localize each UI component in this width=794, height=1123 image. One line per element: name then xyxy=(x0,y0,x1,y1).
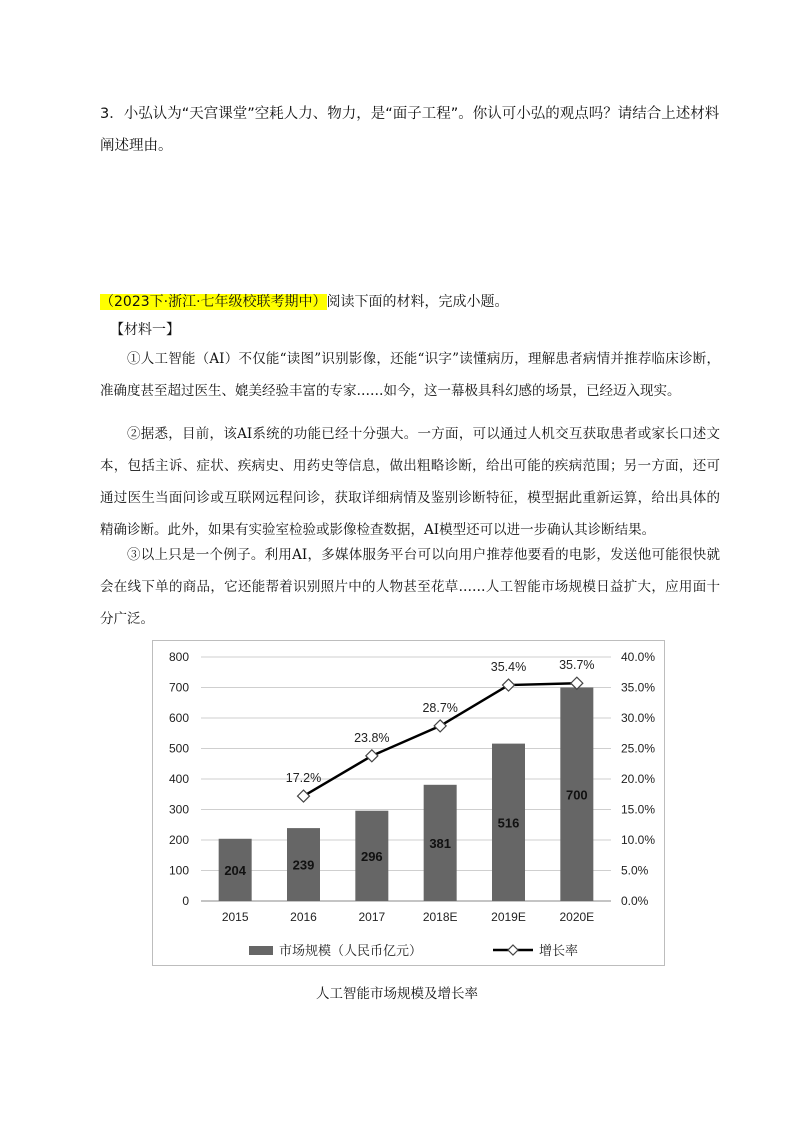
y-left-tick-label: 700 xyxy=(168,680,189,695)
y-right-tick-label: 10.0% xyxy=(621,833,656,847)
y-left-tick-label: 800 xyxy=(168,650,189,664)
bar-value-label: 204 xyxy=(224,862,247,878)
question-3 xyxy=(100,98,740,162)
growth-value-label: 23.8% xyxy=(354,730,390,745)
y-right-tick-label: 15.0% xyxy=(621,802,656,817)
growth-point xyxy=(434,720,446,732)
legend-bar-swatch xyxy=(249,946,273,955)
growth-value-label: 28.7% xyxy=(422,700,458,715)
question-3-line2: 阐述理由。 xyxy=(100,138,173,154)
y-left-tick-label: 600 xyxy=(168,711,189,725)
legend-bar-label: 市场规模（人民币亿元） xyxy=(279,944,423,959)
y-right-tick-label: 5.0% xyxy=(621,863,649,878)
instruction-text: 阅读下面的材料，完成小题。 xyxy=(326,294,509,310)
growth-point xyxy=(366,750,378,762)
bar-value-label: 700 xyxy=(565,787,588,803)
y-right-tick-label: 35.0% xyxy=(621,680,656,695)
bar-value-label: 381 xyxy=(429,835,452,851)
paragraph-2: ②据悉，目前，该AI系统的功能已经十分强大。一方面，可以通过人机交互获取患者或家长口述文本，包括主诉、症状、疾病史、用药史等信息，做出粗略诊断，给出可能的疾病范围；另一方面，还可通过医生当面问诊或互联网远程问诊，获取详细病情及鉴别诊断特征，模型据此重新运算，给出具体的精确诊断。此外，如果有实验室检验或影像检查数据，AI模型还可以进一步确认其诊断结果。 xyxy=(100,426,720,538)
y-left-tick-label: 200 xyxy=(168,833,189,847)
x-tick-label: 2016 xyxy=(290,910,317,924)
x-tick-label: 2017 xyxy=(358,910,386,924)
y-left-tick-label: 500 xyxy=(168,741,189,756)
section-intro xyxy=(100,290,740,314)
question-3-line1: 3．小弘认为“天宫课堂”空耗人力、物力，是“面子工程”。你认可小弘的观点吗？请结合上述材料 xyxy=(100,106,720,122)
paragraph-3: ③以上只是一个例子。利用AI，多媒体服务平台可以向用户推荐他要看的电影，发送他可能很快就会在线下单的商品，它还能帮着识别照片中的人物甚至花草……人工智能市场规模日益扩大，应用面十分广泛。 xyxy=(100,547,720,627)
x-tick-label: 2019E xyxy=(491,910,526,924)
bar-value-label: 516 xyxy=(497,815,520,831)
bar-value-label: 239 xyxy=(292,857,315,873)
paragraph-1: ①人工智能（AI）不仅能“读图”识别影像，还能“识字”读懂病历，理解患者病情并推荐临床诊断，准确度甚至超过医生、媲美经验丰富的专家……如今，这一幕极具科幻感的场景，已经迈入现实。 xyxy=(100,351,720,399)
x-tick-label: 2015 xyxy=(221,910,249,924)
y-right-tick-label: 0.0% xyxy=(621,894,649,908)
growth-point xyxy=(298,790,310,802)
y-left-tick-label: 0 xyxy=(182,894,189,908)
bar-value-label: 296 xyxy=(360,848,383,864)
y-right-tick-label: 20.0% xyxy=(621,772,656,786)
market-chart xyxy=(152,640,665,966)
growth-point xyxy=(503,679,515,691)
x-tick-label: 2020E xyxy=(559,910,595,924)
y-left-tick-label: 300 xyxy=(168,802,189,817)
chart-caption: 人工智能市场规模及增长率 xyxy=(316,986,478,1002)
legend-line-label: 增长率 xyxy=(539,944,579,959)
y-left-tick-label: 400 xyxy=(168,772,189,786)
y-left-tick-label: 100 xyxy=(168,863,189,878)
growth-value-label: 35.7% xyxy=(559,658,595,673)
x-tick-label: 2018E xyxy=(422,910,458,924)
material-heading: 【材料一】 xyxy=(110,322,180,338)
source-tag: （2023下·浙江·七年级校联考期中） xyxy=(100,294,327,310)
growth-value-label: 35.4% xyxy=(490,660,527,675)
y-right-tick-label: 25.0% xyxy=(621,741,656,756)
legend-line-marker xyxy=(508,945,518,955)
market-chart-svg xyxy=(153,641,664,965)
y-right-tick-label: 30.0% xyxy=(621,711,656,725)
y-right-tick-label: 40.0% xyxy=(621,650,656,664)
growth-value-label: 17.2% xyxy=(285,771,322,786)
